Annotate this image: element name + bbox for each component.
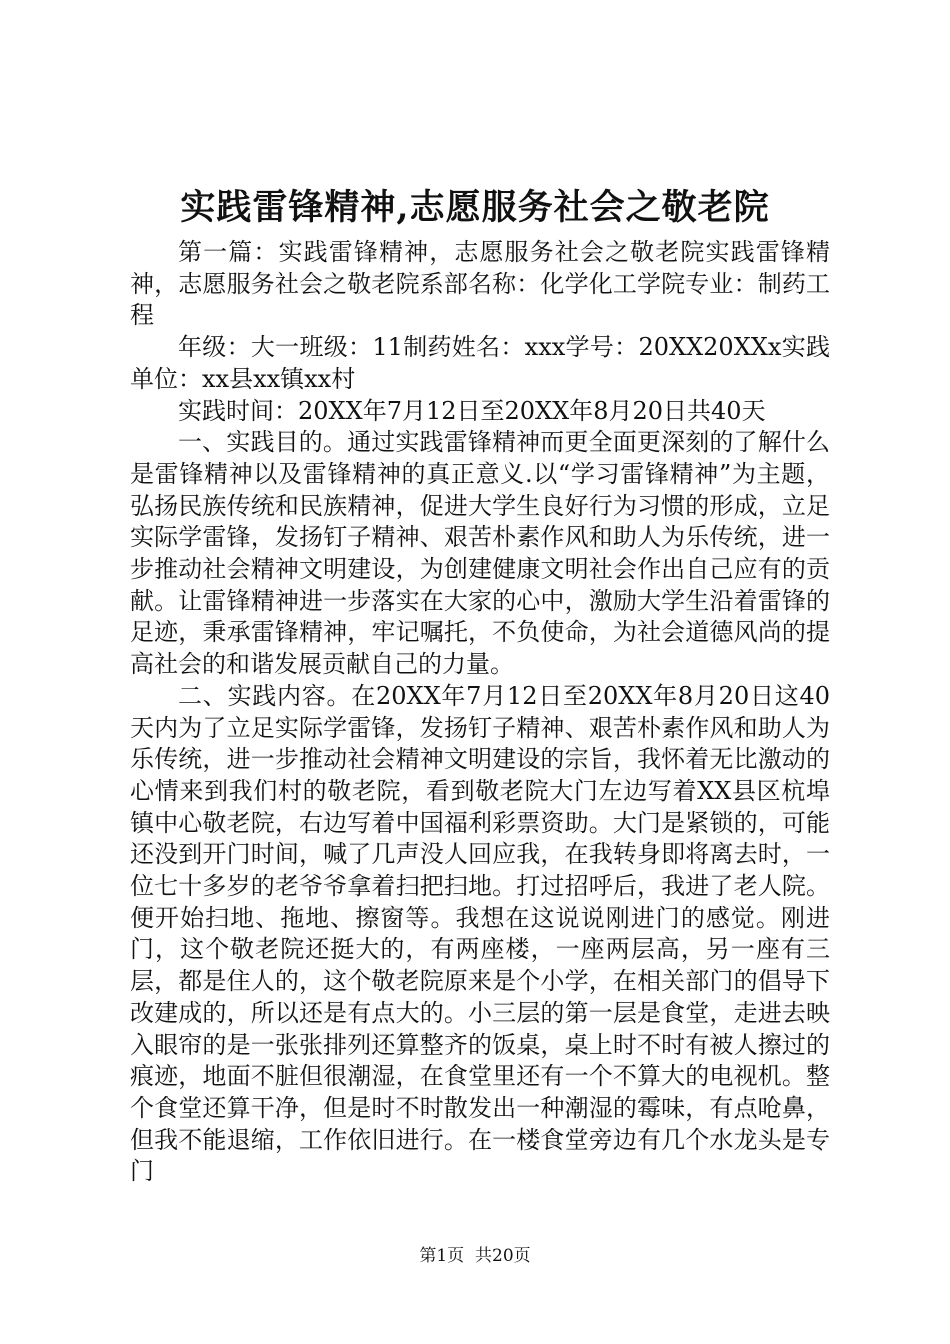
paragraph-practice-time: 实践时间：20XX年7月12日至20XX年8月20日共40天 [178, 396, 766, 425]
document-body [130, 237, 830, 1188]
paragraph-intro: 第一篇：实践雷锋精神，志愿服务社会之敬老院实践雷锋精神，志愿服务社会之敬老院系部名称：化学化工学院专业：制药工程 [130, 238, 830, 330]
paragraph-content: 二、实践内容。在20XX年7月12日至20XX年8月20日这40天内为了立足实际学雷锋，发扬钉子精神、艰苦朴素作风和助人为乐传统，进一步推动社会精神文明建设的宗旨，我怀着无比激动的心情来到我们村的敬老院，看到敬老院大门左边写着XX县区杭埠镇中心敬老院，右边写着中国福利彩票资助。大门是紧锁的，可能还没到开门时间，喊了几声没人回应我，在我转身即将离去时，一位七十多岁的老爷爷拿着扫把扫地。打过招呼后，我进了老人院。便开始扫地、拖地、擦窗等。我想在这说说刚进门的感觉。刚进门，这个敬老院还挺大的，有两座楼，一座两层高，另一座有三层，都是住人的，这个敬老院原来是个小学，在相关部门的倡导下改建成的，所以还是有点大的。小三层的第一层是食堂，走进去映入眼帘的是一张张排列还算整齐的饭桌，桌上时不时有被人擦过的痕迹，地面不脏但很潮湿，在食堂里还有一个不算大的电视机。整个食堂还算干净，但是时不时散发出一种潮湿的霉味，有点呛鼻，但我不能退缩，工作依旧进行。在一楼食堂旁边有几个水龙头是专门 [130, 681, 830, 1186]
paragraph-purpose: 一、实践目的。通过实践雷锋精神而更全面更深刻的了解什么是雷锋精神以及雷锋精神的真正意义.以“学习雷锋精神”为主题，弘扬民族传统和民族精神，促进大学生良好行为习惯的形成，立足实际学雷锋，发扬钉子精神、艰苦朴素作风和助人为乐传统，进一步推动社会精神文明建设，为创建健康文明社会作出自己应有的贡献。让雷锋精神进一步落实在大家的心中，激励大学生沿着雷锋的足迹，秉承雷锋精神，牢记嘱托，不负使命，为社会道德风尚的提高社会的和谐发展贡献自己的力量。 [130, 428, 830, 679]
page-total: 共20页 [475, 1246, 531, 1266]
page-number: 第1页 [419, 1246, 465, 1266]
page-footer [0, 1244, 950, 1268]
paragraph-student-info: 年级：大一班级：11制药姓名：xxx学号：20XX20XXx实践单位：xx县xx镇xx村 [130, 333, 830, 393]
document-title: 实践雷锋精神,志愿服务社会之敬老院 [180, 187, 770, 228]
